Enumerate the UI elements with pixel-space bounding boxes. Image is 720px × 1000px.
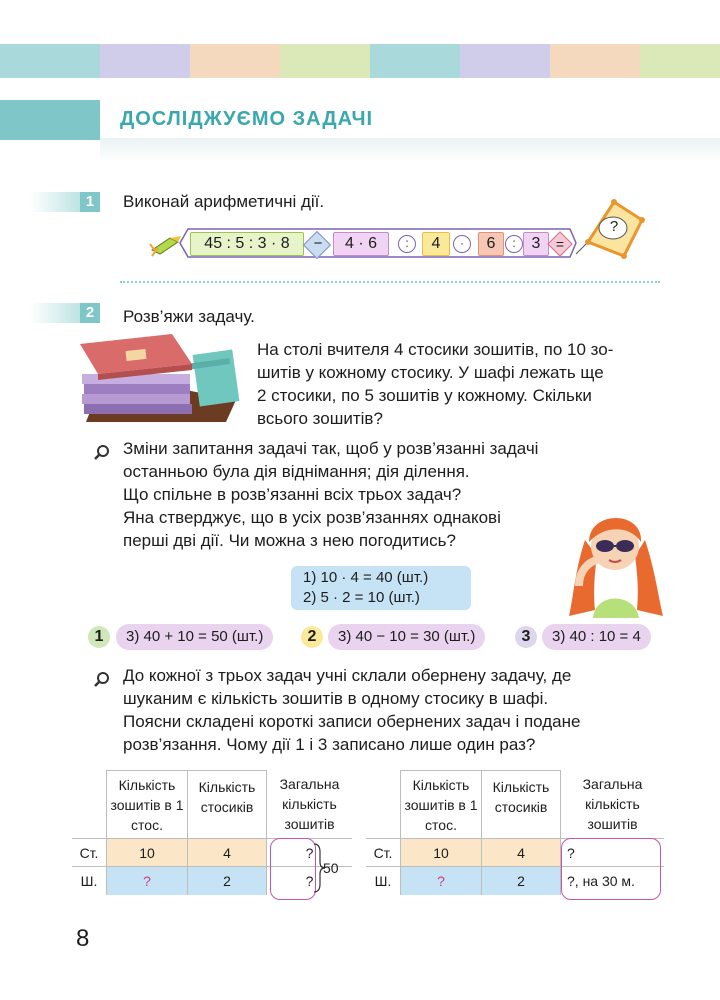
- header-per-stack: Кількість зошитів в 1 стос.: [401, 771, 482, 839]
- magnifier-icon: [94, 671, 110, 687]
- cell: ?, на 30 м.: [561, 867, 665, 895]
- header-stacks: Кількість стосиків: [482, 771, 561, 839]
- magnifier-icon: [94, 444, 110, 460]
- color-strip-6: [460, 44, 550, 78]
- variant-2-number: 2: [301, 626, 323, 648]
- variant-3-solution: 3) 40 : 10 = 4: [542, 624, 651, 650]
- header-total: Загальна кількість зошитів: [267, 771, 353, 839]
- cell: 10: [401, 839, 482, 867]
- row-label: Ст.: [366, 839, 401, 867]
- table-header-row: [366, 771, 664, 839]
- cell: 4: [482, 839, 561, 867]
- color-strip-3: [190, 44, 280, 78]
- cell: 2: [482, 867, 561, 895]
- chain-op-2: :: [398, 235, 416, 253]
- cell: ?: [107, 867, 188, 895]
- task-number-tag: [0, 303, 100, 323]
- variant-1-solution: 3) 40 + 10 = 50 (шт.): [116, 624, 273, 650]
- chain-box-2: 4 · 6: [333, 232, 389, 256]
- chain-box-1: 45 : 5 : 3 · 8: [190, 232, 304, 256]
- cell: 10: [107, 839, 188, 867]
- variant-1-number: 1: [88, 626, 110, 648]
- header-band: [0, 100, 100, 140]
- table-header-row: [72, 771, 352, 839]
- color-strip-1: [0, 44, 100, 78]
- pencil-icon: [148, 222, 182, 262]
- color-strip-2: [100, 44, 190, 78]
- chain-op-3: ·: [453, 235, 471, 253]
- step-1: 1) 10 · 4 = 40 (шт.): [303, 569, 429, 586]
- dotted-divider: [120, 281, 660, 283]
- cell: ?: [561, 839, 665, 867]
- chain-op-4: :: [505, 235, 523, 253]
- color-strip-8: [640, 44, 720, 78]
- cell: ?: [401, 867, 482, 895]
- variant-3-number: 3: [515, 626, 537, 648]
- question1-text: Зміни запитання задачі так, щоб у розв’язанні задачі останньою була дія віднімання; дія ділення. Що спільне в розв’язанні всіх трьох задач? Яна стверджує, що в усіх розв’язаннях однакові перші дві дії. Чи можна з нею погодитись?: [123, 439, 539, 550]
- chain-result: ?: [609, 218, 619, 235]
- task-number: 2: [80, 303, 100, 323]
- chain-box-3: 4: [422, 232, 450, 256]
- chain-box-4: 6: [478, 232, 504, 256]
- color-strip-5: [370, 44, 460, 78]
- variant-2-solution: 3) 40 − 10 = 30 (шт.): [328, 624, 485, 650]
- color-strip-7: [550, 44, 640, 78]
- page-number: 8: [76, 925, 90, 952]
- cell: ?: [267, 839, 353, 867]
- step-2: 2) 5 · 2 = 10 (шт.): [303, 589, 420, 606]
- row-label: Ст.: [72, 839, 107, 867]
- page-title: ДОСЛІДЖУЄМО ЗАДАЧІ: [120, 108, 374, 130]
- notebooks-illustration: [76, 330, 241, 430]
- total-highlight: [561, 838, 661, 900]
- color-strip-4: [280, 44, 370, 78]
- sum-value: 50: [323, 860, 339, 876]
- problem-text: На столі вчителя 4 стосики зошитів, по 10 зо- шитів у кожному стосику. У шафі лежать ще 2 стосики, по 5 зошитів у кожному. Скільки всього зошитів?: [257, 340, 614, 428]
- total-highlight: [270, 838, 316, 900]
- question2-text: До кожної з трьох задач учні склали обернену задачу, де шуканим є кількість зошитів в одному стосику в шафі. Поясни складені короткі записи обернених задач і подане розв’язання. Чому дії 1 і 3 записано лише один раз?: [123, 666, 581, 754]
- chain-box-5: 3: [523, 232, 549, 256]
- chain-op-5: =: [555, 236, 565, 252]
- common-steps-box: [291, 566, 471, 610]
- header-stacks: Кількість стосиків: [188, 771, 267, 839]
- cell: 2: [188, 867, 267, 895]
- girl-illustration: [565, 500, 665, 618]
- task-number: 1: [80, 192, 100, 212]
- header-total: Загальна кількість зошитів: [561, 771, 665, 839]
- row-label: Ш.: [72, 867, 107, 895]
- row-label: Ш.: [366, 867, 401, 895]
- chain-op-1: −: [313, 235, 323, 252]
- cell: ?: [267, 867, 353, 895]
- header-per-stack: Кількість зошитів в 1 стос.: [107, 771, 188, 839]
- task2-instruction: Розв’яжи задачу.: [123, 307, 255, 326]
- task-number-tag: [0, 192, 100, 212]
- header-underline: [100, 138, 720, 162]
- task1-instruction: Виконай арифметичні дії.: [123, 192, 325, 211]
- cell: 4: [188, 839, 267, 867]
